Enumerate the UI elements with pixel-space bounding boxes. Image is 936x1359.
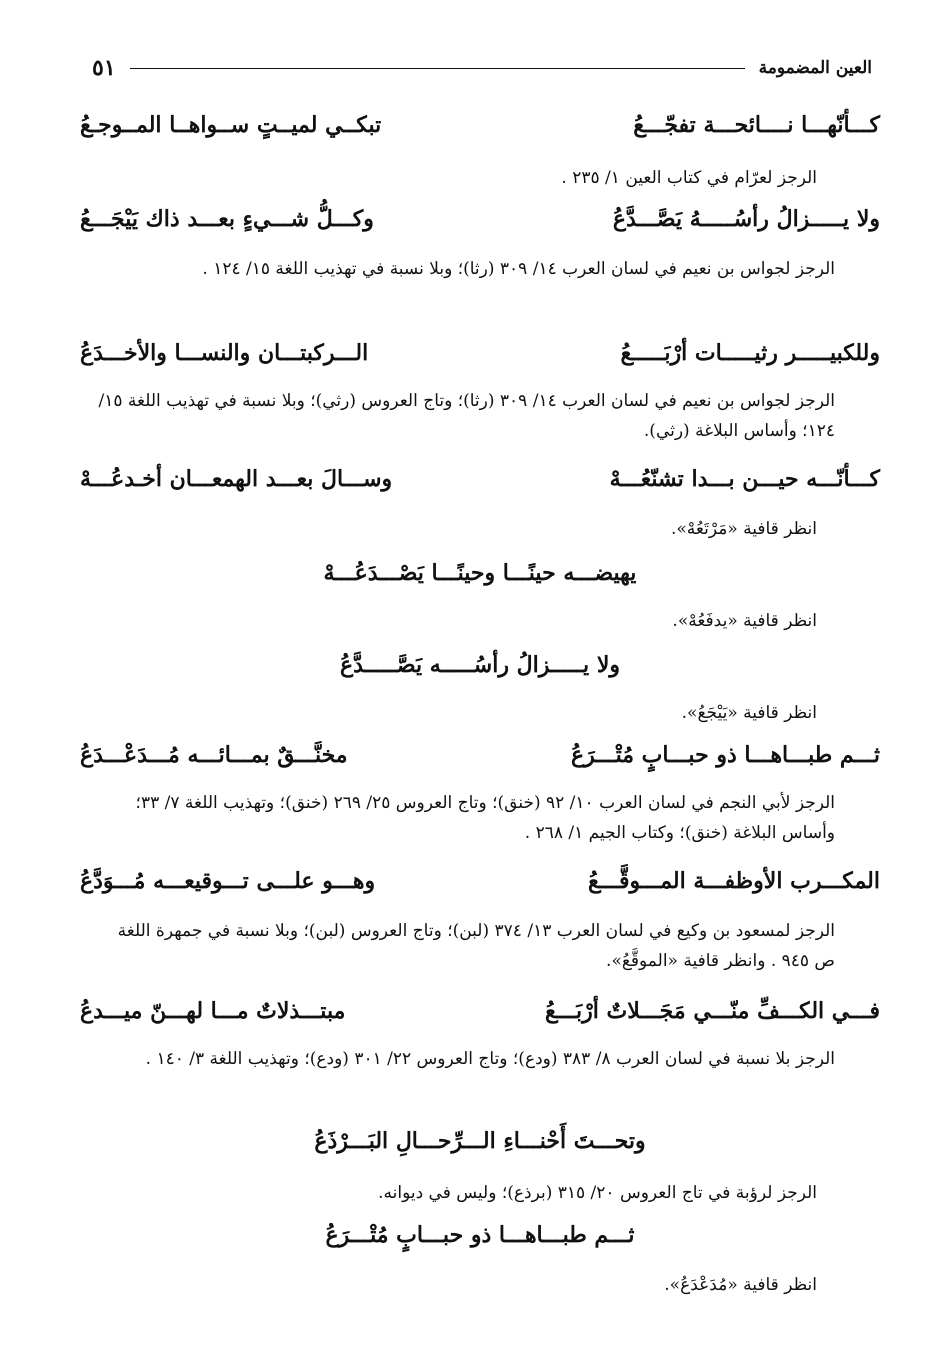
citation-note: انظر قافية «مَرْتَعُهْ». — [670, 519, 817, 539]
verse-first-hemistich: كـــأنّـــه حيـــن بـــدا تشنّعُـــهْ — [609, 466, 880, 492]
citation-note: الرجز لمسعود بن وكيع في لسان العرب ١٣/ ٣٧٤ (لبن)؛ وتاج العروس (لبن)؛ وبلا نسبة في جمهرة اللغة ص ٩٤٥ . وانظر قافية «الموقَّعُ». — [117, 921, 835, 971]
verse-line — [80, 652, 880, 696]
verse-single-line: ثـــم طبـــاهـــا ذو حبـــابٍ مُتْـــرَعُ — [325, 1222, 635, 1248]
verse-line — [80, 206, 880, 250]
citation-note: انظر قافية «يَيْجَعُ». — [681, 703, 817, 723]
verse-second-hemistich: مبتـــذلاتٌ مـــا لهـــنّ ميـــدعُ — [80, 998, 346, 1024]
citation-note: الرجز لعرّام في كتاب العين ١/ ٢٣٥ . — [561, 168, 817, 188]
verse-second-hemistich: وســـالَ بعـــد الهمعـــان أخـدعُـــهْ — [80, 466, 393, 492]
verse-line — [80, 868, 880, 912]
verse-first-hemistich: ولا يـــــزالُ رأسُـــــهُ يَصَّـــدَّعُ — [612, 206, 880, 232]
citation-note: انظر قافية «يدفَعُهْ». — [672, 611, 817, 631]
citation-note: الرجز لرؤبة في تاج العروس ٢٠/ ٣١٥ (برذع)؛ وليس في ديوانه. — [378, 1183, 817, 1203]
citation-note: الرجز لجواس بن نعيم في لسان العرب ١٤/ ٣٠٩ (رثا)؛ وبلا نسبة في تهذيب اللغة ١٥/ ١٢٤ . — [202, 259, 835, 279]
verse-line — [80, 998, 880, 1042]
section-title: العين المضمومة — [758, 58, 872, 78]
citation-note: انظر قافية «مُدَعْدَعُ». — [664, 1275, 817, 1295]
verse-first-hemistich: ثـــم طبـــاهـــا ذو حبـــابٍ مُتْـــرَعُ — [571, 742, 880, 768]
verse-line — [80, 112, 880, 156]
verse-second-hemistich: تبكــي لميــتٍ ســواهــا المــوجـعُ — [80, 112, 382, 138]
citation-note: الرجز لجواس بن نعيم في لسان العرب ١٤/ ٣٠٩ (رثا)؛ وتاج العروس (رثي)؛ وبلا نسبة في تهذيب اللغة ١٥/ ١٢٤؛ وأساس البلاغة (رثي). — [98, 391, 835, 441]
verse-second-hemistich: الـــركبتـــان والنســـا والأخـــدَعُ — [80, 340, 369, 366]
verse-second-hemistich: وكـــلُّ شـــيءٍ بعـــد ذاك يَيْجَـــعُ — [80, 206, 374, 232]
verse-single-line: ولا يـــــزالُ رأسُـــــه يَصَّـــــدَّعُ — [339, 652, 621, 678]
verse-line — [80, 1222, 880, 1266]
citation-note: الرجز لأبي النجم في لسان العرب ١٠/ ٩٢ (خنق)؛ وتاج العروس ٢٥/ ٢٦٩ (خنق)؛ وتهذيب اللغة ٧/ ٣٣؛ وأساس البلاغة (خنق)؛ وكتاب الجيم ١/ ٢٦٨ . — [135, 793, 835, 843]
page-header — [92, 50, 872, 86]
verse-second-hemistich: مخنَّـــقٌ بمـــائـــه مُـــدَعْـــدَعُ — [80, 742, 348, 768]
verse-line — [80, 466, 880, 510]
page-number: ٥١ — [92, 55, 116, 81]
verse-line — [80, 742, 880, 786]
verse-first-hemistich: المكـــرب الأوظفـــة المـــوقَّـــعُ — [587, 868, 880, 894]
verse-line — [80, 340, 880, 384]
verse-first-hemistich: كـــأنّهـــا نــــائحـــة تفجّـــعُ — [633, 112, 880, 138]
verse-second-hemistich: وهـــو علـــى تـــوقيعـــه مُـــوَدَّعُ — [80, 868, 376, 894]
verse-single-line: يهيضـــه حينًـــا وحينًـــا يَصْـــدَعُـــهْ — [323, 560, 637, 586]
verse-line — [80, 560, 880, 604]
verse-single-line: وتحـــتَ أَحْنـــاءِ الـــرِّحـــالِ البَـــرْذَعُ — [314, 1128, 646, 1154]
header-rule — [130, 68, 745, 69]
verse-line — [80, 1128, 880, 1172]
verse-first-hemistich: وللكبيـــــر رثيـــــات أرْبَـــــعُ — [620, 340, 880, 366]
citation-note: الرجز بلا نسبة في لسان العرب ٨/ ٣٨٣ (ودع)؛ وتاج العروس ٢٢/ ٣٠١ (ودع)؛ وتهذيب اللغة ٣/ ١٤٠ . — [145, 1049, 835, 1069]
verse-first-hemistich: فـــي الكـــفِّ منّـــي مَجَـــلاتٌ أرْبَـــعُ — [544, 998, 880, 1024]
